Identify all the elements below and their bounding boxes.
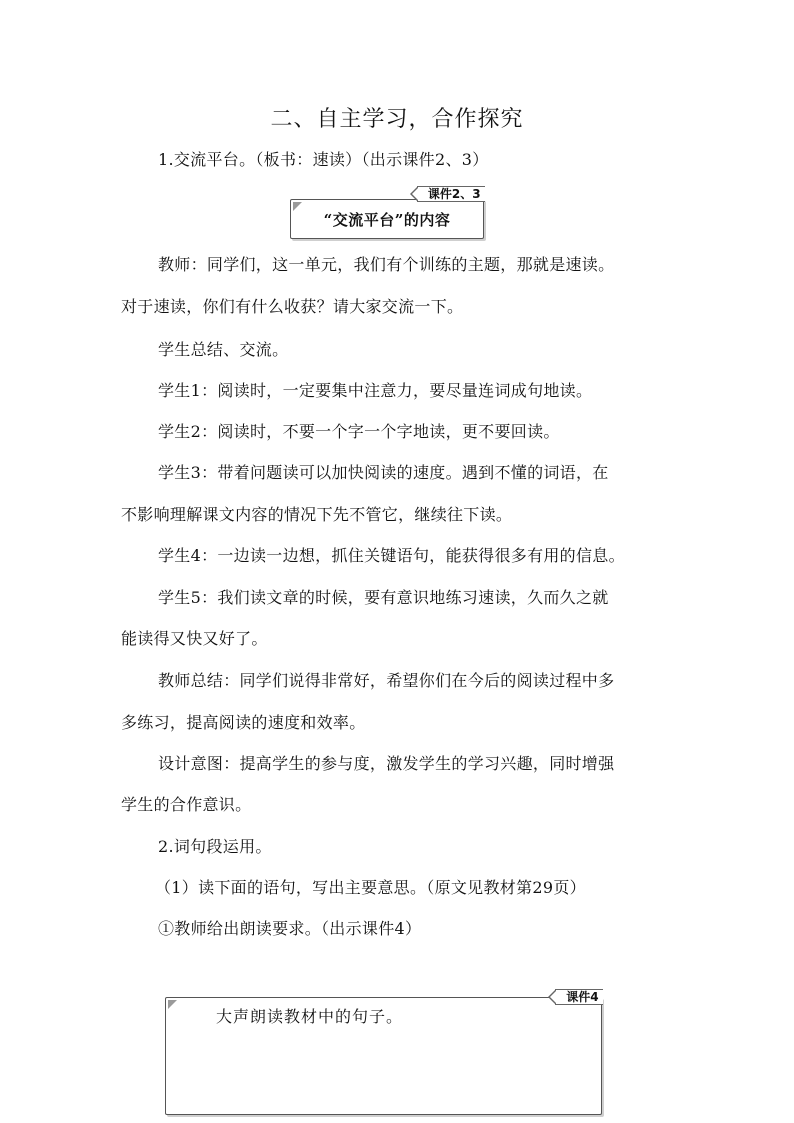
paragraph-line: 教师总结：同学们说得非常好，希望你们在今后的阅读过程中多 <box>158 671 615 690</box>
courseware-box-2-3 <box>290 187 484 239</box>
paragraph-line: 学生的合作意识。 <box>121 795 252 814</box>
courseware-tag: 课件2、3 <box>417 186 485 202</box>
paragraph-line: （1）读下面的语句，写出主要意思。（原文见教材第29页） <box>155 878 586 897</box>
paragraph-line: 能读得又快又好了。 <box>121 629 268 648</box>
paragraph-line: 学生4：一边读一边想，抓住关键语句，能获得很多有用的信息。 <box>158 546 625 565</box>
paragraph-line: 2.词句段运用。 <box>158 837 272 856</box>
courseware-box-4 <box>165 990 602 1115</box>
paragraph-line: 多练习，提高阅读的速度和效率。 <box>121 713 366 732</box>
courseware-content: 大声朗读教材中的句子。 <box>216 1007 404 1026</box>
paragraph-line: 学生总结、交流。 <box>158 340 289 359</box>
section-title: 二、自主学习，合作探究 <box>270 107 524 132</box>
paragraph-line: 不影响理解课文内容的情况下先不管它，继续往下读。 <box>121 505 513 524</box>
paragraph-line: 学生5：我们读文章的时候，要有意识地练习速读，久而久之就 <box>158 588 609 607</box>
paragraph-line: 学生3：带着问题读可以加快阅读的速度。遇到不懂的词语，在 <box>158 463 609 482</box>
paragraph-line: 1.交流平台。（板书：速读）（出示课件2、3） <box>158 150 489 169</box>
courseware-tag: 课件4 <box>555 989 602 1005</box>
paragraph-line: 对于速读，你们有什么收获？请大家交流一下。 <box>121 297 464 316</box>
paragraph-line: 设计意图：提高学生的参与度，激发学生的学习兴趣，同时增强 <box>158 754 615 773</box>
paragraph-line: 学生2：阅读时，不要一个字一个字地读，更不要回读。 <box>158 422 560 441</box>
paragraph-line: 学生1：阅读时，一定要集中注意力，要尽量连词成句地读。 <box>158 381 593 400</box>
paragraph-line: 教师：同学们，这一单元，我们有个训练的主题，那就是速读。 <box>158 255 615 274</box>
corner-triangle-icon <box>168 1000 177 1009</box>
courseware-content: “交流平台”的内容 <box>323 211 451 229</box>
paragraph-line: ①教师给出朗读要求。（出示课件4） <box>158 919 422 938</box>
